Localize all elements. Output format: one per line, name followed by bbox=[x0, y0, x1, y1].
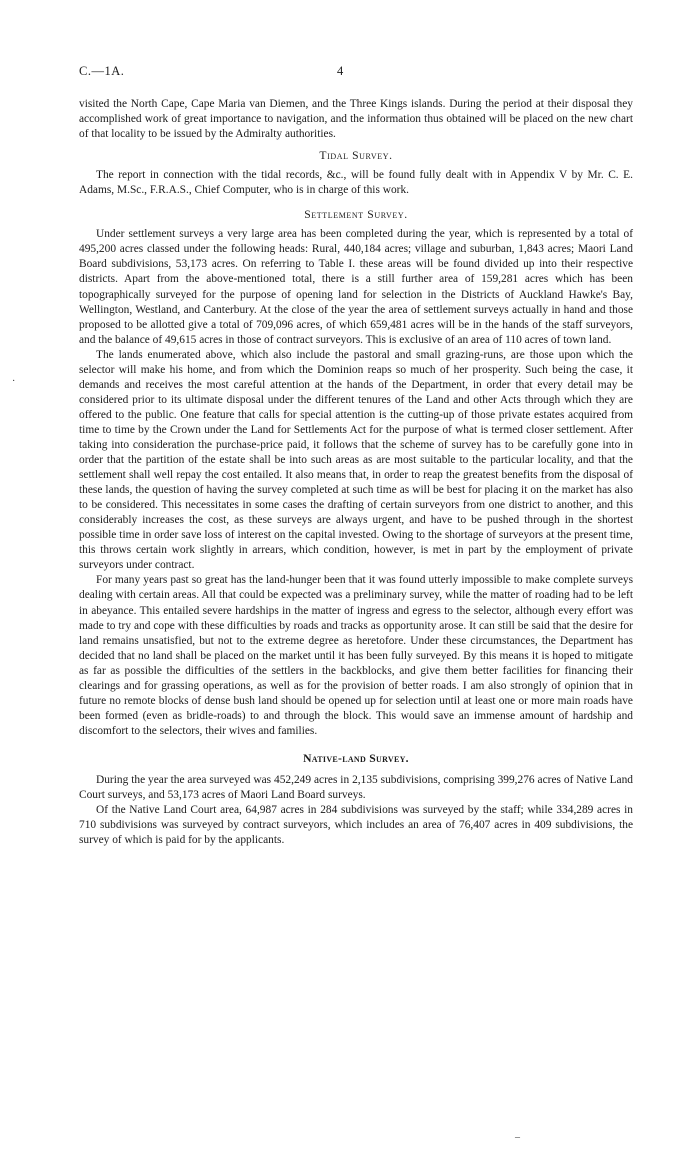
heading-tidal-survey: Tidal Survey. bbox=[319, 149, 393, 163]
paragraph-continuation: visited the North Cape, Cape Maria van Diemen, and the Three Kings islands. During the period at their disposal they accomplished work of great importance to navigation, and the information thus obtained will be placed on the new chart of that locality to be issued by the Admiralty authorities. bbox=[79, 98, 633, 141]
document-reference: C.—1A. bbox=[79, 64, 125, 78]
paragraph-tidal: The report in connection with the tidal records, &c., will be found fully dealt with in Appendix V by Mr. C. E. Adams, M.Sc., F.R.A.S., Chief Computer, who is in charge of this work. bbox=[79, 169, 633, 197]
paragraph-settlement-2: The lands enumerated above, which also include the pastoral and small grazing-runs, are those upon which the selector will make his home, and from which the Dominion reaps so much of her prosperity. Such being the case, it demands and receives the most careful attention at the hands of the Department, in order that every detail may be considered prior to its ultimate disposal under the different tenures of the Land and other Acts through which they are offered to the public. One feature that calls for special attention is the cutting-up of those private estates acquired from time to time by the Crown under the Land for Settlements Act for the purpose of what is termed closer settlement. After taking into consideration the purchase-price paid, it follows that the scheme of survey has to be carefully gone into in order that the partition of the estate shall be into such areas as are most suitable to the particular locality, and that the settlement shall well repay the cost entailed. It also means that, in order to reap the greatest benefits from the disposal of these lands, the question of having the survey completed at such time as will be best for placing it on the market has also to be considered. This necessitates in some cases the drafting of certain surveyors from one district to another, and this considerably increases the cost, as these surveys are always urgent, and have to be pushed through in the shortest possible time in order save loss of interest on the capital invested. Owing to the shortage of surveyors at the present time, this throws certain work slightly in arrears, which condition, however, is met in part by the employment of private surveyors under contract. bbox=[79, 348, 633, 572]
paragraph-native-2: Of the Native Land Court area, 64,987 acres in 284 subdivisions was surveyed by the staff; while 334,289 acres in 710 subdivisions was surveyed by contract surveyors, which includes an area of 76,407 acres in 409 subdivisions, the survey of which is paid for by the applicants. bbox=[79, 804, 633, 847]
heading-settlement-survey: Settlement Survey. bbox=[304, 208, 408, 222]
page-number: 4 bbox=[337, 64, 344, 78]
document-body bbox=[79, 97, 633, 848]
paragraph-settlement-1: Under settlement surveys a very large area has been completed during the year, which is represented by a total of 495,200 acres classed under the following heads: Rural, 440,184 acres; village and suburban, 1,843 acres; Maori Land Board subdivisions, 53,173 acres. On referring to Table I. these areas will be found divided up into their respective districts. Apart from the above-mentioned total, there is a still further area of 159,281 acres which has been topographically surveyed for the purpose of opening land for selection in the Districts of Auckland Hawke's Bay, Wellington, Westland, and Canterbury. At the close of the year the area of settlement surveys actually in hand and those proposed to be allotted give a total of 709,096 acres, of which 659,481 acres will be in the hands of the staff surveyors, and the balance of 49,615 acres in those of contract surveyors. This is exclusive of an area of 110 acres of town land. bbox=[79, 228, 633, 346]
paragraph-native-1: During the year the area surveyed was 452,249 acres in 2,135 subdivisions, comprising 399,276 acres of Native Land Court surveys, and 53,173 acres of Maori Land Board surveys. bbox=[79, 773, 633, 802]
footer-mark: – bbox=[515, 1132, 520, 1143]
paragraph-settlement-3: For many years past so great has the land-hunger been that it was found utterly impossible to make complete surveys dealing with certain areas. All that could be expected was a preliminary survey, while the matter of roading had to be left in abeyance. This entailed severe hardships in the matter of ingress and egress to the selector, although every effort was made to try and cope with these difficulties by roads and tracks as opportunity arose. It can still be said that the desire for land remains unsatisfied, but not to the extreme degree as heretofore. Under these circumstances, the Department has decided that no land shall be placed on the market until it has been fully surveyed. By this means it is hoped to mitigate as far as possible the difficulties of the settlers in the backblocks, and give them better facilities for financing their clearings and for grassing operations, as well as for the provision of better roads. I am also strongly of opinion that in future no remote blocks of dense bush land should be opened up for selection until at least one or more main roads have been formed (even as bridle-roads) to and through the block. This would save an immense amount of hardship and discomfort to the selectors, their wives and families. bbox=[79, 574, 633, 737]
margin-mark: · bbox=[12, 376, 16, 387]
heading-native-land-survey: Native-land Survey. bbox=[303, 751, 409, 765]
